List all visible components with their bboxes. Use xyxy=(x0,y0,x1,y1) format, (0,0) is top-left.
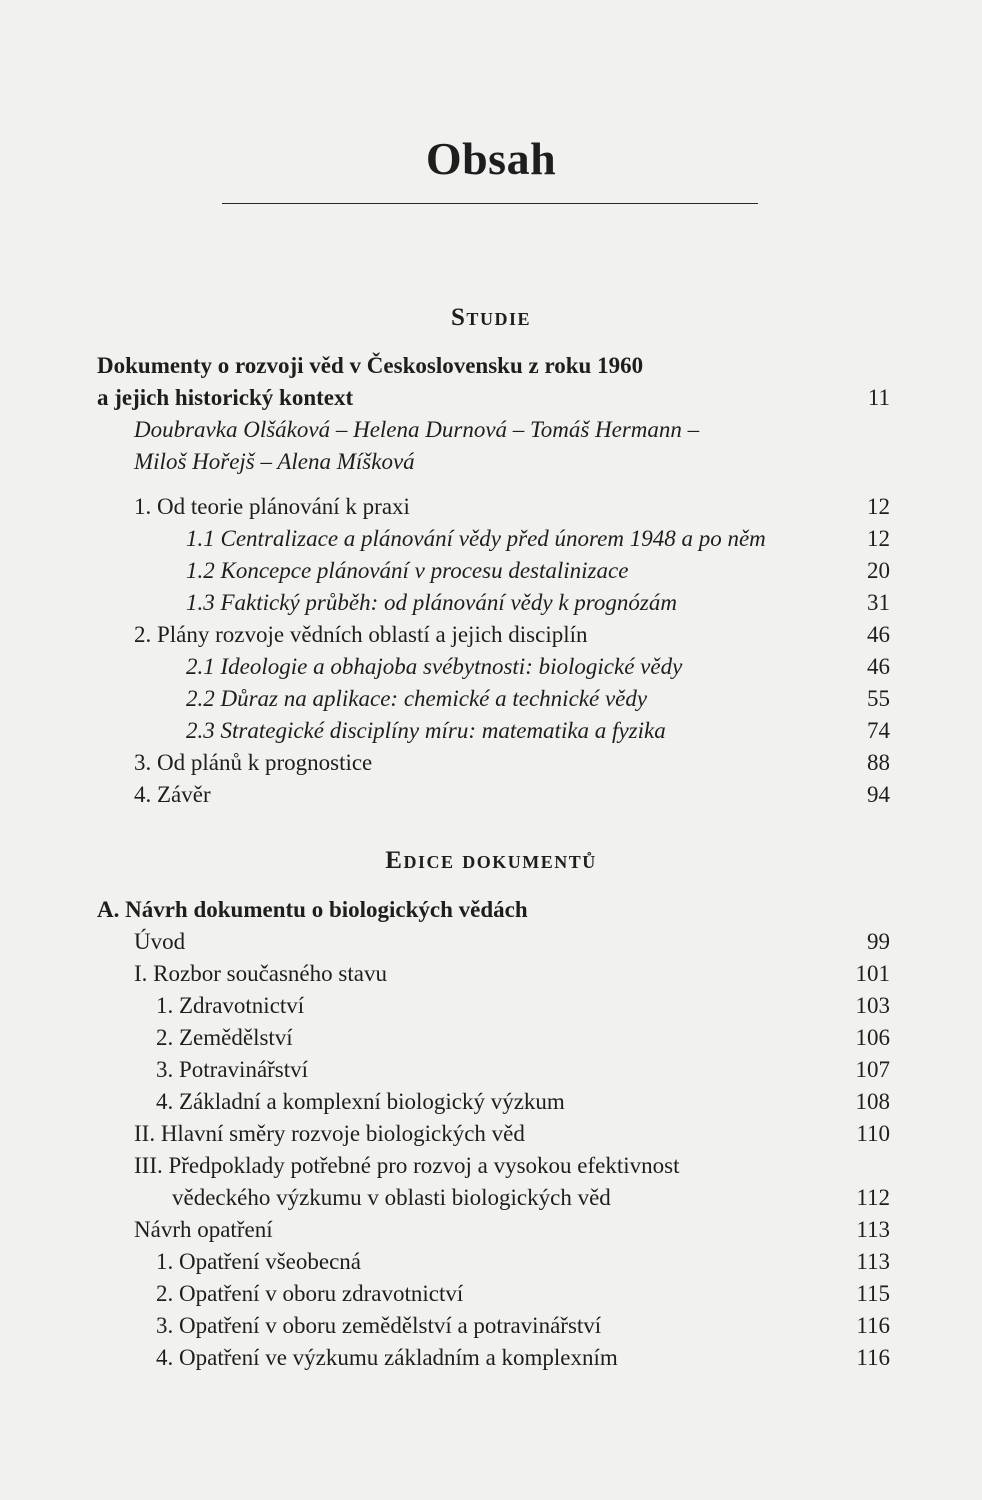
studie-heading-line2-text: a jejich historický kontext xyxy=(97,385,354,410)
studie-heading-line2 xyxy=(0,382,982,414)
toc-entry-label: 1. Opatření všeobecná xyxy=(156,1249,362,1274)
toc-entry-label: vědeckého výzkumu v oblasti biologických věd xyxy=(172,1185,611,1210)
edice-heading-text: A. Návrh dokumentu o biologických vědách xyxy=(97,897,528,922)
toc-entry-page: 31 xyxy=(867,590,890,615)
studie-heading-line1 xyxy=(0,350,982,382)
toc-entry-label: 2.2 Důraz na aplikace: chemické a technické vědy xyxy=(186,686,648,711)
toc-entry-page: 108 xyxy=(855,1089,890,1114)
toc-entry-page: 88 xyxy=(867,750,890,775)
studie-heading-line1-text: Dokumenty o rozvoji věd v Československu z roku 1960 xyxy=(97,353,644,378)
toc-entry-page: 106 xyxy=(855,1025,890,1050)
toc-entry xyxy=(0,1118,982,1150)
toc-entry-label: Návrh opatření xyxy=(134,1217,273,1242)
toc-entry xyxy=(0,958,982,990)
toc-entry-label: 1.1 Centralizace a plánování vědy před únorem 1948 a po něm xyxy=(186,526,766,551)
toc-entry xyxy=(0,747,982,779)
title-rule xyxy=(222,203,758,204)
studie-authors-line2 xyxy=(0,446,982,478)
edice-heading xyxy=(0,894,982,926)
toc-entry-label: 1.2 Koncepce plánování v procesu destalinizace xyxy=(186,558,629,583)
toc-entry xyxy=(0,1246,982,1278)
toc-entry xyxy=(0,1182,982,1214)
toc-entry-label: 2.3 Strategické disciplíny míru: matematika a fyzika xyxy=(186,718,666,743)
toc-entry-page: 99 xyxy=(867,929,890,954)
toc-entry xyxy=(0,587,982,619)
toc-entry-page: 94 xyxy=(867,782,890,807)
toc-entry xyxy=(0,1342,982,1374)
toc-entry xyxy=(0,555,982,587)
toc-entry-page: 12 xyxy=(867,494,890,519)
toc-entry-label: 2. Plány rozvoje vědních oblastí a jejich disciplín xyxy=(134,622,588,647)
toc-entry-page: 112 xyxy=(856,1185,890,1210)
toc-entry xyxy=(0,1278,982,1310)
toc-entry xyxy=(0,1054,982,1086)
toc-entry-page: 116 xyxy=(856,1313,890,1338)
toc-entry xyxy=(0,491,982,523)
toc-entry-label: 3. Opatření v oboru zemědělství a potravinářství xyxy=(156,1313,602,1338)
toc-entry-page: 116 xyxy=(856,1345,890,1370)
section-heading-edice: Edice dokumentů xyxy=(385,847,597,874)
toc-entry-label: 3. Potravinářství xyxy=(156,1057,309,1082)
toc-entry-label: 1. Zdravotnictví xyxy=(156,993,305,1018)
toc-entry-label: 2.1 Ideologie a obhajoba svébytnosti: biologické vědy xyxy=(186,654,683,679)
toc-entry-label: III. Předpoklady potřebné pro rozvoj a vysokou efektivnost xyxy=(134,1153,680,1178)
toc-entry-label: 2. Opatření v oboru zdravotnictví xyxy=(156,1281,464,1306)
toc-entry-page: 113 xyxy=(856,1249,890,1274)
toc-entry-page: 20 xyxy=(867,558,890,583)
toc-entry xyxy=(0,715,982,747)
toc-entry xyxy=(0,651,982,683)
toc-entry-label: Úvod xyxy=(134,929,186,954)
toc-entry-page: 110 xyxy=(856,1121,890,1146)
toc-entry-page: 101 xyxy=(855,961,890,986)
page-title: Obsah xyxy=(425,133,557,184)
toc-entry-page: 74 xyxy=(867,718,890,743)
toc-entry-page: 115 xyxy=(856,1281,890,1306)
toc-entry-label: II. Hlavní směry rozvoje biologických věd xyxy=(134,1121,525,1146)
toc-entry-label: 2. Zemědělství xyxy=(156,1025,293,1050)
toc-entry-page: 12 xyxy=(867,526,890,551)
section-heading-studie: Studie xyxy=(451,304,531,331)
toc-entry xyxy=(0,619,982,651)
toc-entry-page: 107 xyxy=(855,1057,890,1082)
toc-entry-label: 4. Závěr xyxy=(134,782,211,807)
toc-entry xyxy=(0,926,982,958)
toc-entry-page: 46 xyxy=(867,622,890,647)
toc-entry xyxy=(0,990,982,1022)
toc-entry xyxy=(0,523,982,555)
studie-authors-line1 xyxy=(0,414,982,446)
toc-entry-label: I. Rozbor současného stavu xyxy=(134,961,387,986)
toc-entry-label: 3. Od plánů k prognostice xyxy=(134,750,373,775)
toc-entry xyxy=(0,1310,982,1342)
toc-entry xyxy=(0,1150,982,1182)
toc-entry xyxy=(0,1022,982,1054)
toc-entry-label: 4. Základní a komplexní biologický výzkum xyxy=(156,1089,565,1114)
authors-text-1: Doubravka Olšáková – Helena Durnová – Tomáš Hermann – xyxy=(134,417,700,442)
toc-entry xyxy=(0,1214,982,1246)
studie-heading-page: 11 xyxy=(867,385,890,410)
toc-entry xyxy=(0,779,982,811)
toc-entry-label: 1. Od teorie plánování k praxi xyxy=(134,494,410,519)
toc-entry-label: 1.3 Faktický průběh: od plánování vědy k prognózám xyxy=(186,590,677,615)
toc-entry-page: 46 xyxy=(867,654,890,679)
toc-entry-label: 4. Opatření ve výzkumu základním a komplexním xyxy=(156,1345,618,1370)
authors-text-2: Miloš Hořejš – Alena Míšková xyxy=(134,449,415,474)
toc-entry xyxy=(0,1086,982,1118)
toc-entry-page: 113 xyxy=(856,1217,890,1242)
toc-entry-page: 55 xyxy=(867,686,890,711)
toc-entry-page: 103 xyxy=(855,993,890,1018)
toc-entry xyxy=(0,683,982,715)
